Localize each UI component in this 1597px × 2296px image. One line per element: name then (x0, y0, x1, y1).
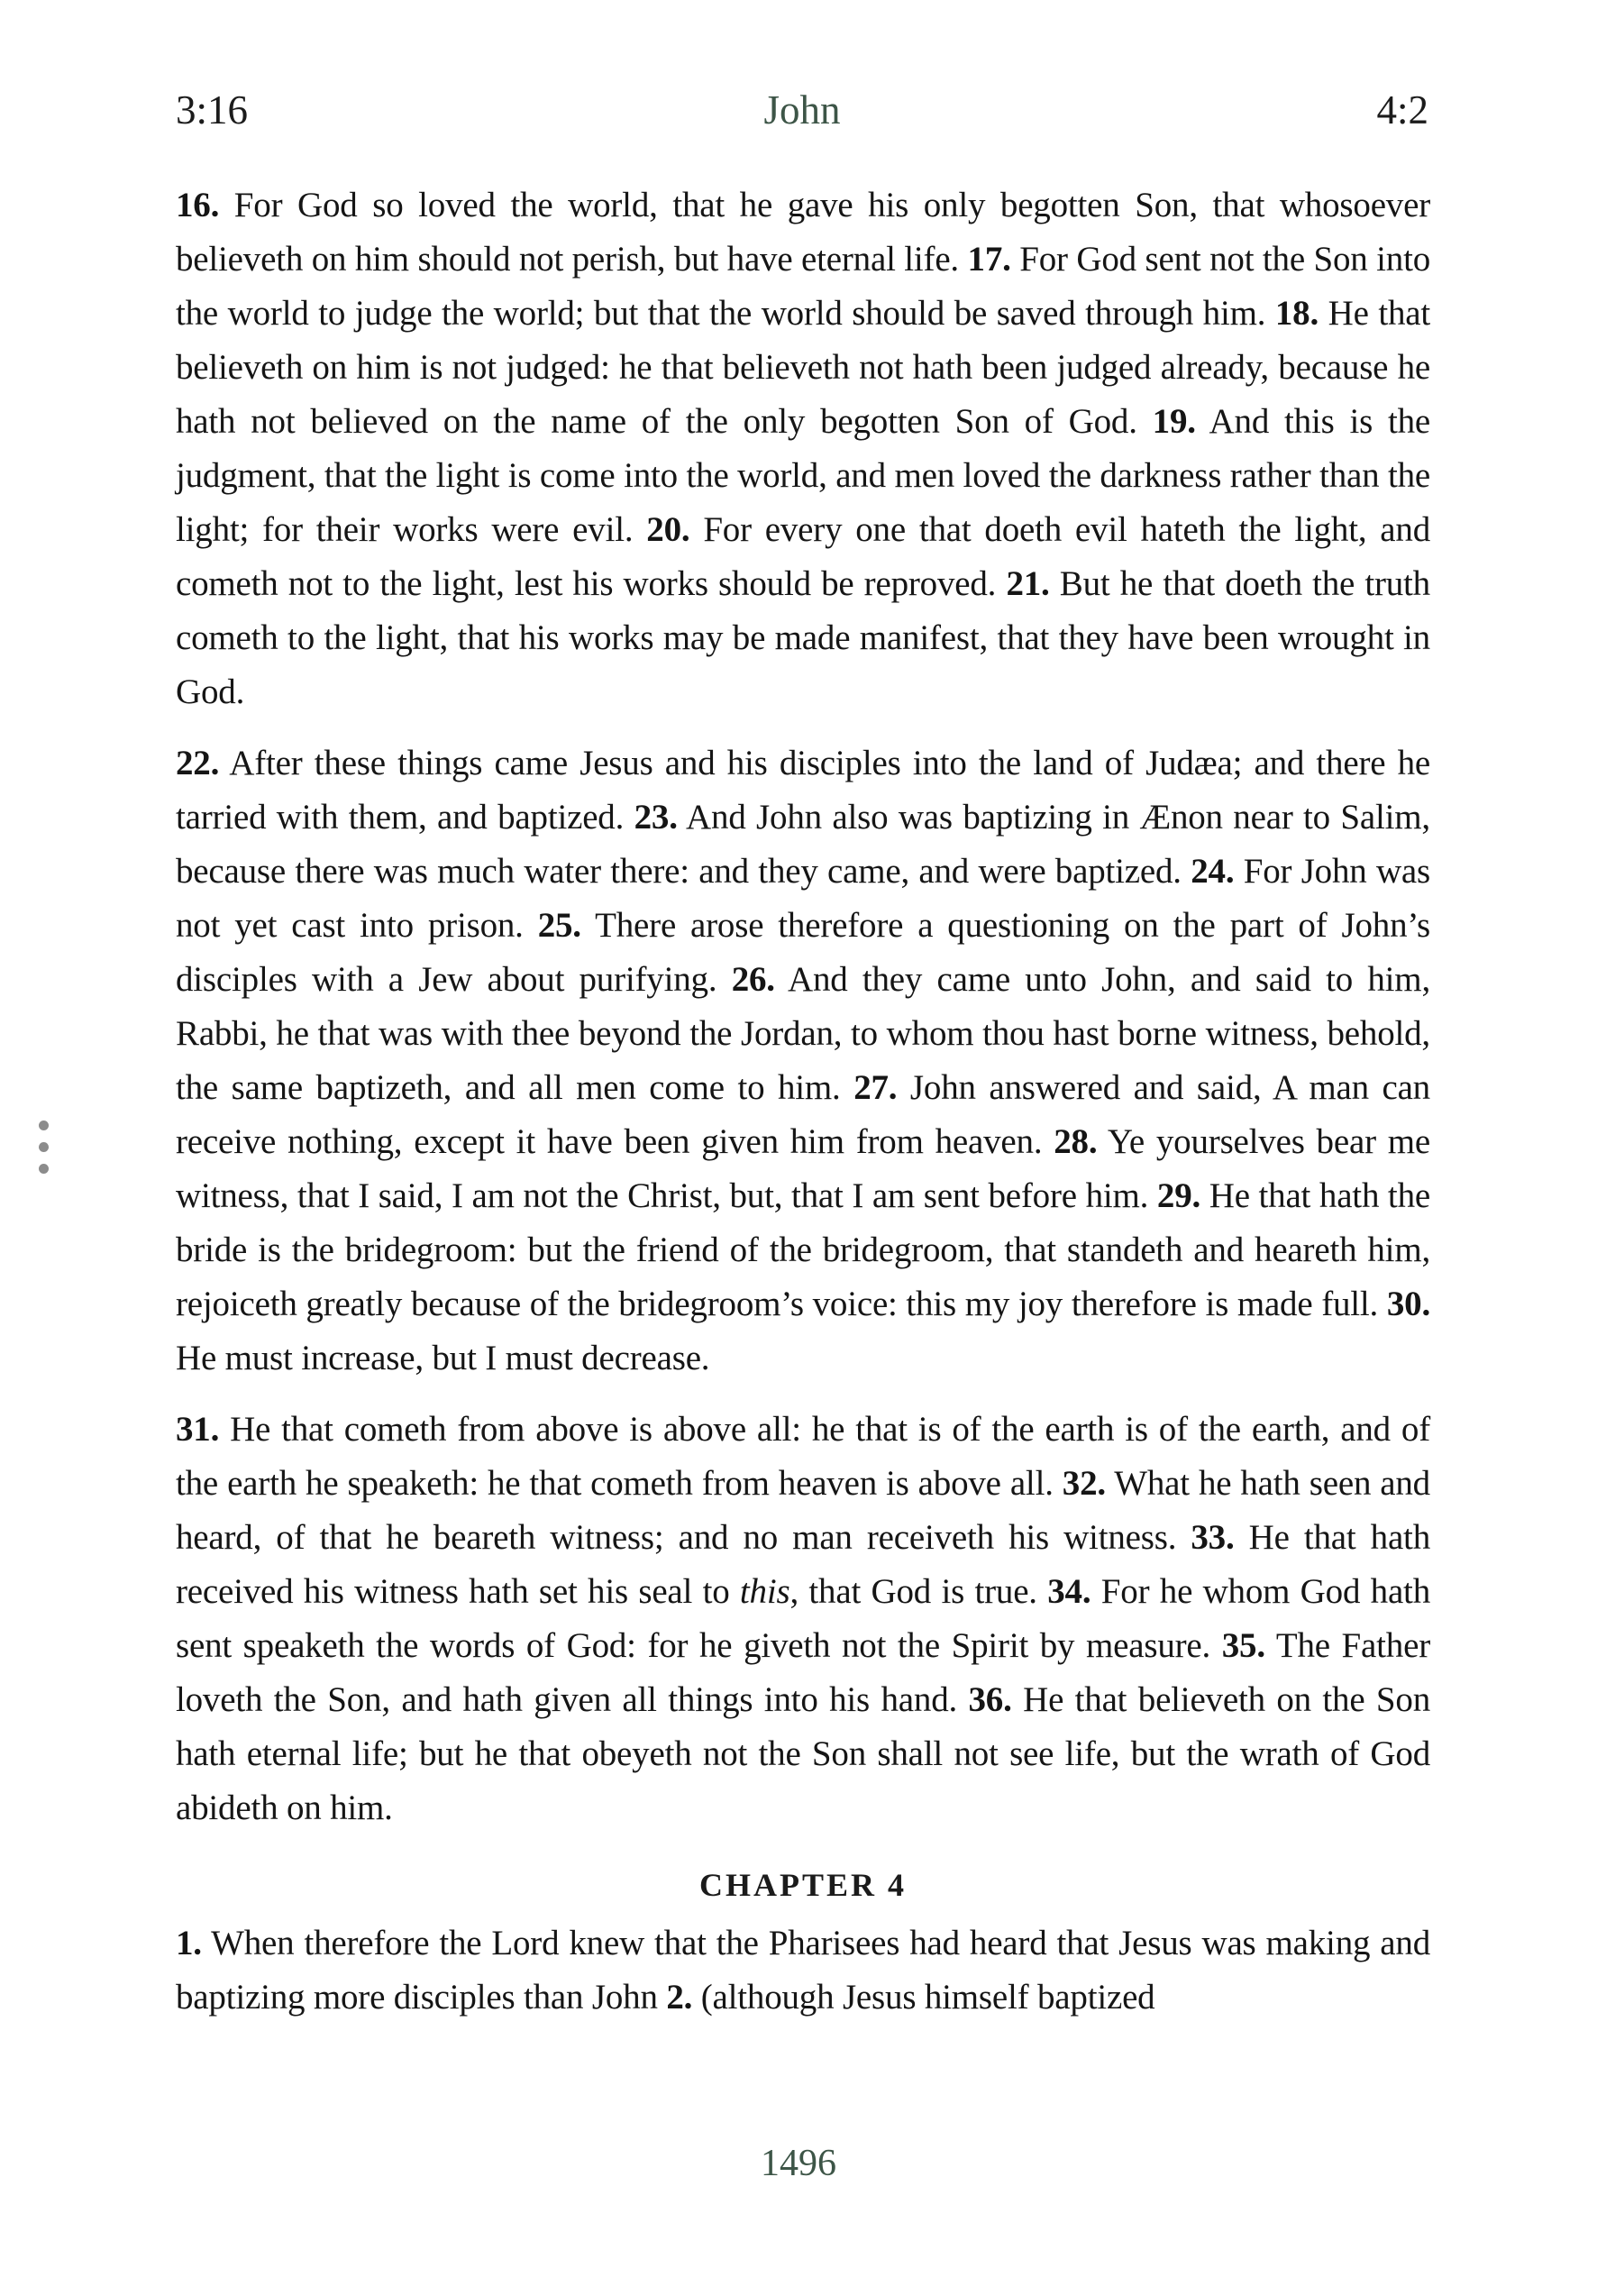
verse-number: 24. (1191, 852, 1235, 891)
verse-text: For God sent not the Son into the world to judge the world; but that the world should be saved through him. (176, 240, 1430, 333)
page-header (176, 87, 1428, 133)
ellipsis-dot (39, 1142, 49, 1152)
verse-number: 34. (1047, 1572, 1091, 1611)
chapter-heading: CHAPTER 4 (698, 1867, 907, 1903)
verse-number: 1. (176, 1924, 202, 1962)
emphasized-word: this (739, 1572, 790, 1611)
verse-text: For John was not yet cast into prison. (176, 852, 1430, 945)
verse-text: , that God is true. (789, 1572, 1048, 1611)
verse-number: 19. (1152, 402, 1196, 441)
verse-number: 22. (176, 744, 220, 782)
verse-text: After these things came Jesus and his disciples into the land of Judæa; and there he tarried with them, and baptized. (176, 744, 1430, 837)
vertical-ellipsis-icon[interactable] (39, 1121, 49, 1174)
verse-text: There arose therefore a questioning on the part of John’s disciples with a Jew about purifying. (176, 906, 1430, 999)
verse-text: He that believeth on the Son hath eternal life; but he that obeyeth not the Son shall not see life, but the wrath of God abideth on him. (176, 1680, 1430, 1827)
verse-number: 21. (1006, 564, 1050, 603)
verse-number: 17. (967, 240, 1011, 279)
verse-paragraph (176, 178, 1430, 719)
verse-number: 33. (1191, 1518, 1235, 1557)
verse-number: 20. (646, 510, 690, 549)
verse-text: He that believeth on him is not judged: he that believeth not hath been judged already, because he hath not believed on the name of the only begotten Son of God. (176, 294, 1430, 441)
verse-text: When therefore the Lord knew that the Pharisees had heard that Jesus was making and baptizing more disciples than John (176, 1924, 1430, 2017)
verse-number: 35. (1221, 1626, 1265, 1665)
verse-number: 36. (968, 1680, 1012, 1719)
verse-text: For God so loved the world, that he gave his only begotten Son, that whosoever believeth on him should not perish, but have eternal life. (176, 186, 1430, 279)
verse-text: The Father loveth the Son, and hath given all things into his hand. (176, 1626, 1430, 1719)
page-body (176, 178, 1430, 2042)
verse-number: 23. (634, 798, 678, 837)
verse-number: 16. (176, 186, 220, 224)
verse-text: He must increase, but I must decrease. (176, 1339, 710, 1377)
verse-number: 18. (1274, 294, 1319, 333)
verse-paragraph (176, 736, 1430, 1386)
book-title: John (763, 87, 841, 133)
verse-number: 29. (1156, 1176, 1201, 1215)
verse-text: And they came unto John, and said to him, Rabbi, he that was with thee beyond the Jordan, to whom thou hast borne witness, behold, the same baptizeth, and all men come to him. (176, 960, 1430, 1107)
verse-text: He that hath received his witness hath set his seal to (176, 1518, 1430, 1611)
ellipsis-dot (39, 1164, 49, 1174)
page-number: 1496 (761, 2143, 836, 2184)
verse-number: 28. (1054, 1122, 1098, 1161)
verse-text: What he hath seen and heard, of that he beareth witness; and no man receiveth his witness. (176, 1464, 1430, 1557)
header-left-reference: 3:16 (176, 87, 249, 133)
verse-number: 25. (537, 906, 581, 945)
verse-paragraph (176, 1403, 1430, 1835)
verse-paragraph (176, 1916, 1430, 2025)
verse-text: (although Jesus himself baptized (692, 1978, 1155, 2017)
verse-number: 31. (176, 1410, 220, 1449)
verse-text: For every one that doeth evil hateth the light, and cometh not to the light, lest his works should be reproved. (176, 510, 1430, 603)
header-right-reference: 4:2 (1376, 87, 1428, 133)
verse-number: 26. (731, 960, 775, 999)
ellipsis-dot (39, 1121, 49, 1130)
verse-text: And John also was baptizing in Ænon near to Salim, because there was much water there: and they came, and were baptized. (176, 798, 1430, 891)
verse-text: He that cometh from above is above all: he that is of the earth is of the earth, and of the earth he speaketh: he that cometh from heaven is above all. (176, 1410, 1430, 1503)
verse-text: Ye yourselves bear me witness, that I said, I am not the Christ, but, that I am sent before him. (176, 1122, 1430, 1215)
verse-text: John answered and said, A man can receive nothing, except it have been given him from heaven. (176, 1068, 1430, 1161)
verse-text: For he whom God hath sent speaketh the words of God: for he giveth not the Spirit by measure. (176, 1572, 1430, 1665)
verse-text: But he that doeth the truth cometh to the light, that his works may be made manifest, that they have been wrought in God. (176, 564, 1430, 711)
verse-number: 32. (1062, 1464, 1106, 1503)
verse-text: And this is the judgment, that the light is come into the world, and men loved the darkness rather than the light; for their works were evil. (176, 402, 1431, 549)
verse-number: 30. (1386, 1285, 1430, 1323)
verse-number: 27. (853, 1068, 898, 1107)
verse-number: 2. (666, 1978, 693, 2017)
verse-text: He that hath the bride is the bridegroom: but the friend of the bridegroom, that standeth and heareth him, rejoiceth greatly because of the bridegroom’s voice: this my joy therefore is made full. (176, 1176, 1430, 1323)
